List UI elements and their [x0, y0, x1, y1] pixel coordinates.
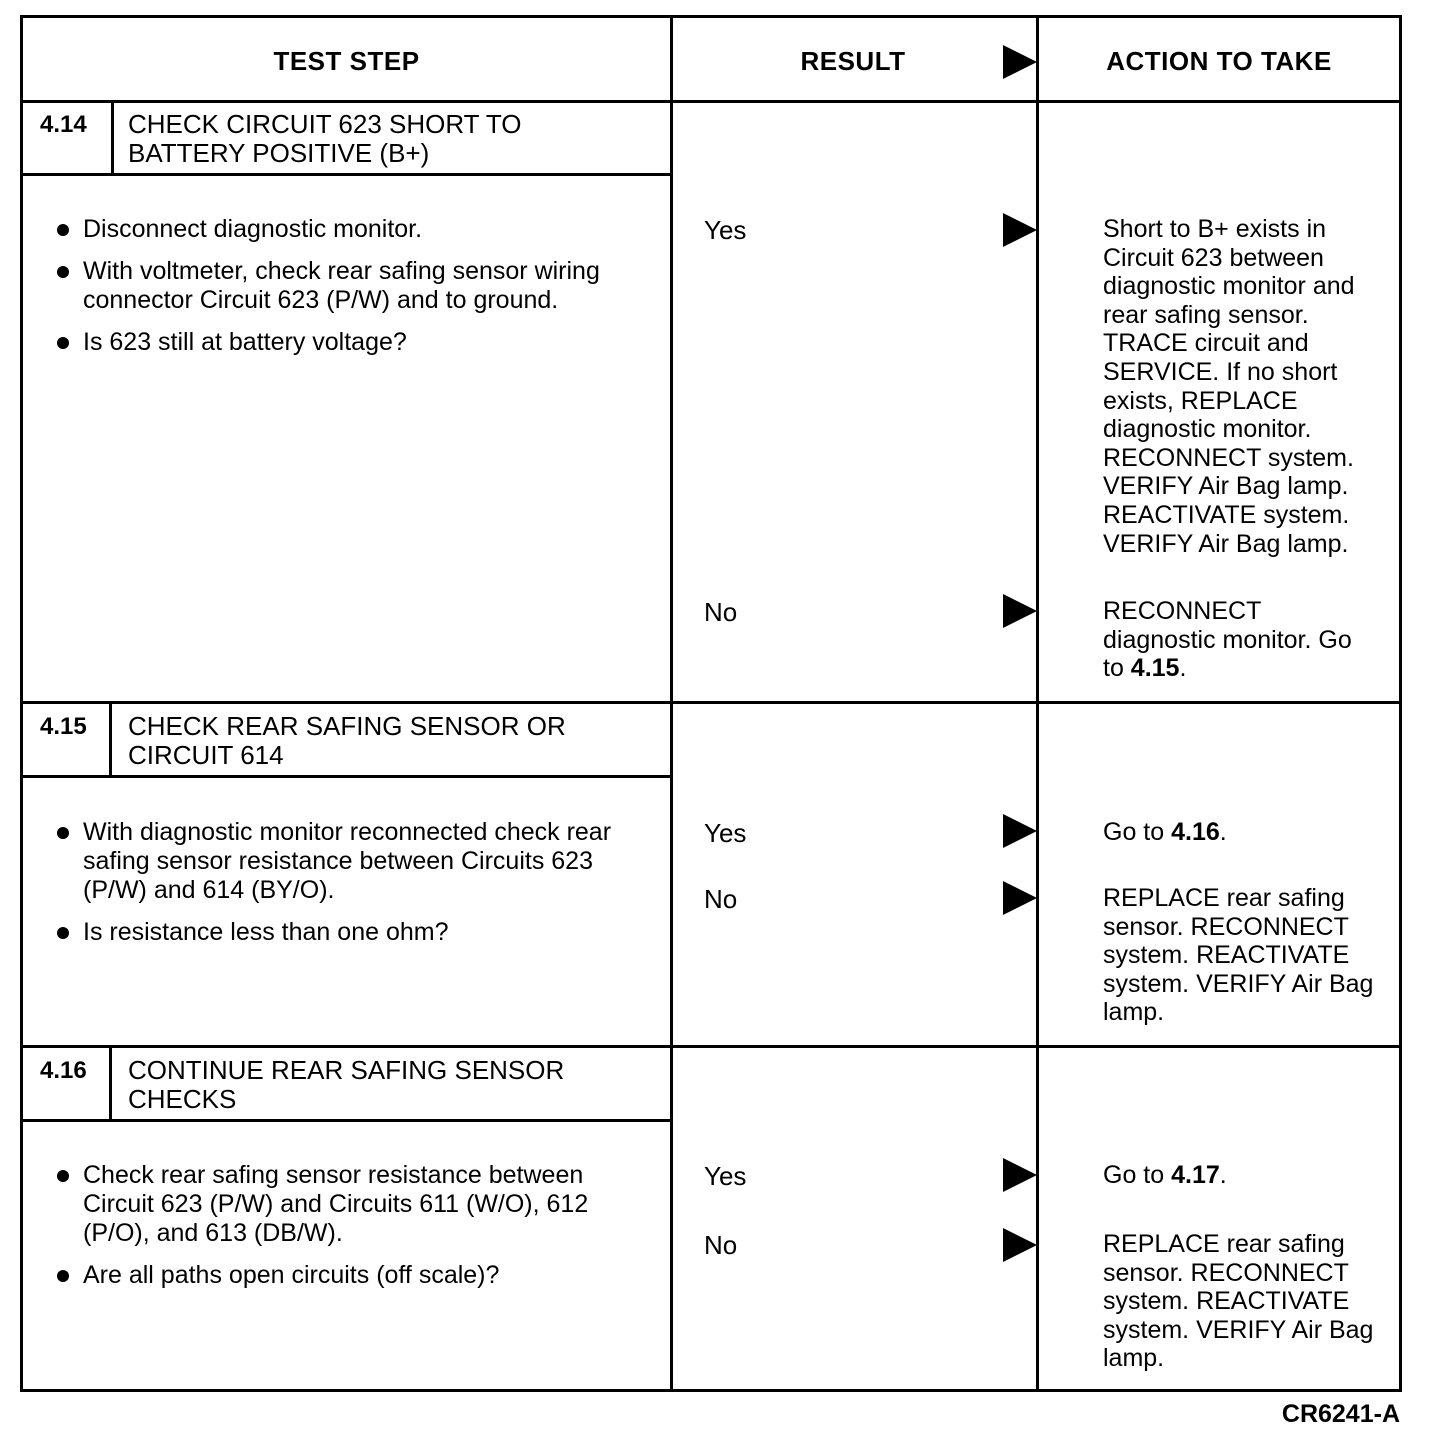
header-result: RESULT: [800, 46, 906, 76]
header-action: ACTION TO TAKE: [1106, 46, 1332, 76]
row-divider: [23, 701, 1399, 704]
step-number: 4.15: [40, 713, 87, 740]
result-label: No: [704, 884, 738, 914]
step-title-divider: [23, 173, 670, 176]
step-title-divider: [23, 1119, 670, 1122]
step-title: CHECK REAR SAFING SENSOR OR CIRCUIT 614: [128, 711, 566, 770]
action-text: Go to 4.17.: [1103, 1161, 1227, 1189]
action-text: REPLACE rear safing sensor. RECONNECT system. REACTIVATE system. VERIFY Air Bag lamp.: [1103, 1230, 1374, 1373]
step-number: 4.14: [40, 111, 87, 138]
result-arrow-icon: [1003, 814, 1037, 848]
result-arrow-icon: [1003, 594, 1037, 628]
result-arrow-icon: [1003, 881, 1037, 915]
result-arrow-icon: [1003, 1158, 1037, 1192]
figure-code: CR6241-A: [1281, 1400, 1400, 1428]
step-instructions: [53, 818, 643, 960]
row-divider: [23, 1045, 1399, 1048]
header-divider: [23, 100, 1399, 103]
action-text: RECONNECT diagnostic monitor. Go to 4.15.: [1103, 597, 1352, 683]
diagnostic-table: [20, 15, 1402, 1392]
step-title: CHECK CIRCUIT 623 SHORT TO BATTERY POSITIVE (B+): [128, 109, 522, 168]
result-label: Yes: [704, 1161, 747, 1191]
step-title: CONTINUE REAR SAFING SENSOR CHECKS: [128, 1055, 565, 1114]
result-arrow-icon: [1003, 213, 1037, 247]
header-test-step: TEST STEP: [273, 46, 420, 76]
header-arrow-icon: [1003, 45, 1037, 79]
instruction-item: Check rear safing sensor resistance between Circuit 623 (P/W) and Circuits 611 (W/O), 612 (P/O), and 613 (DB/W).: [53, 1161, 653, 1248]
step-title-divider: [23, 775, 670, 778]
instruction-item: Disconnect diagnostic monitor.: [53, 215, 643, 244]
instruction-item: Is 623 still at battery voltage?: [53, 328, 643, 357]
action-text: Short to B+ exists in Circuit 623 between diagnostic monitor and rear safing sensor. TRACE circuit and SERVICE. If no short exists, REPLACE diagnostic monitor. RECONNECT system. VERIFY Air Bag lamp. REACTIVATE system. VERIFY Air Bag lamp.: [1103, 215, 1355, 558]
action-text: REPLACE rear safing sensor. RECONNECT system. REACTIVATE system. VERIFY Air Bag lamp.: [1103, 884, 1374, 1027]
step-number-divider: [111, 100, 114, 175]
step-number-divider: [109, 701, 112, 777]
result-label: Yes: [704, 818, 747, 848]
instruction-item: With diagnostic monitor reconnected check rear safing sensor resistance between Circuits 623 (P/W) and 614 (BY/O).: [53, 818, 643, 905]
step-instructions: [53, 215, 643, 370]
result-arrow-icon: [1003, 1228, 1037, 1262]
result-label: No: [704, 1230, 738, 1260]
instruction-item: Are all paths open circuits (off scale)?: [53, 1261, 653, 1290]
step-number: 4.16: [40, 1057, 87, 1084]
result-label: No: [704, 597, 738, 627]
result-label: Yes: [704, 215, 747, 245]
step-instructions: [53, 1161, 653, 1303]
action-text: Go to 4.16.: [1103, 818, 1227, 846]
step-number-divider: [109, 1045, 112, 1121]
instruction-item: With voltmeter, check rear safing sensor wiring connector Circuit 623 (P/W) and to ground.: [53, 257, 643, 315]
instruction-item: Is resistance less than one ohm?: [53, 918, 643, 947]
